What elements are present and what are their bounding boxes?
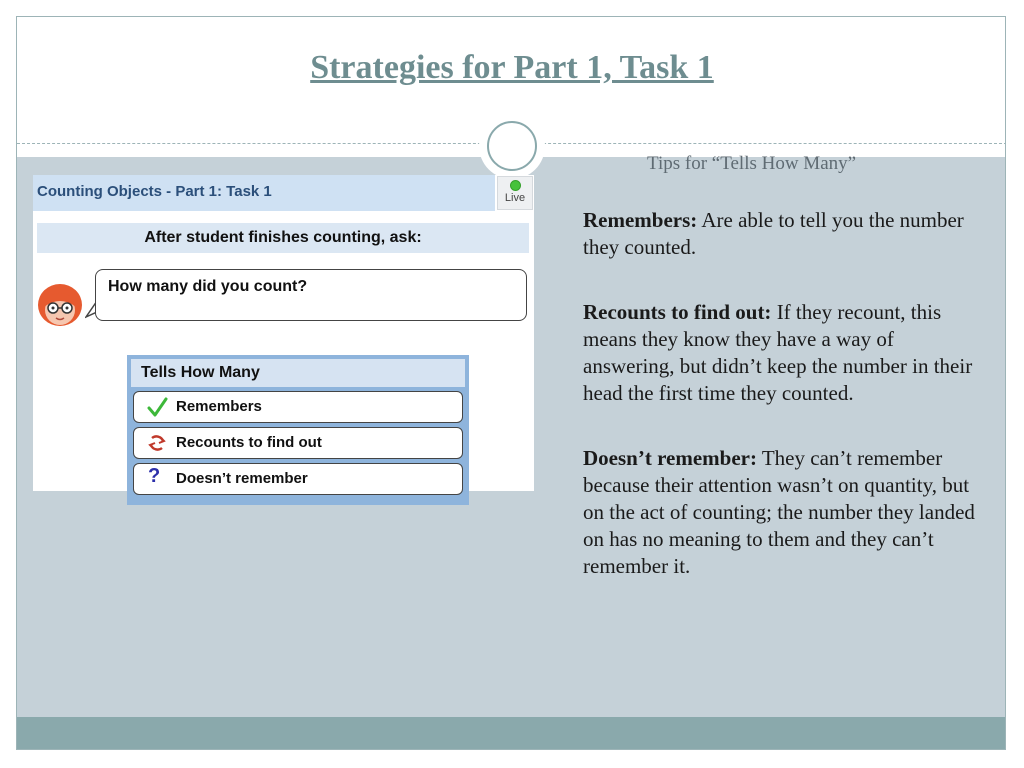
choice-label: Remembers — [176, 398, 262, 415]
note-term: Doesn’t remember: — [583, 446, 757, 470]
panel-header — [33, 175, 495, 211]
live-indicator[interactable] — [497, 176, 533, 210]
slide-title: Strategies for Part 1, Task 1 — [310, 49, 714, 86]
note-doesnt-remember — [583, 445, 983, 580]
checkmark-icon — [146, 396, 168, 418]
divider-ring-icon — [487, 121, 537, 171]
slide — [16, 16, 1006, 750]
tips-heading: Tips for “Tells How Many” — [647, 153, 857, 174]
choices-heading: Tells How Many — [131, 359, 465, 387]
note-text: If they recount, this means they know they have a way of answering, but didn’t keep the number in their head the first time they counted. — [583, 300, 973, 405]
note-term: Recounts to find out: — [583, 300, 772, 324]
notes-list — [583, 207, 983, 618]
question-mark-icon: ? — [148, 465, 161, 487]
note-text: Are able to tell you the number they counted. — [583, 208, 964, 259]
task-screenshot-panel — [33, 175, 534, 491]
note-term: Remembers: — [583, 208, 698, 232]
choice-remembers[interactable] — [133, 391, 463, 423]
recount-arrows-icon — [146, 432, 168, 454]
choice-doesnt-remember[interactable] — [133, 463, 463, 495]
tells-how-many-group — [127, 355, 469, 505]
note-recounts — [583, 299, 983, 407]
note-text: They can’t remember because their attention wasn’t on quantity, but on the act of counting; the number they landed on has no meaning to them and they can’t remember it. — [583, 446, 975, 578]
live-status-dot-icon — [510, 180, 521, 191]
choice-label: Recounts to find out — [176, 434, 322, 451]
footer-bar — [17, 717, 1006, 750]
live-label: Live — [504, 192, 526, 204]
choice-label: Doesn’t remember — [176, 470, 308, 487]
speech-bubble — [95, 269, 527, 321]
question-text: How many did you count? — [108, 278, 308, 295]
ask-prompt: After student finishes counting, ask: — [37, 223, 529, 253]
panel-title: Counting Objects - Part 1: Task 1 — [37, 183, 272, 200]
teacher-avatar-icon — [35, 281, 85, 329]
choice-recounts[interactable] — [133, 427, 463, 459]
note-remembers — [583, 207, 983, 261]
